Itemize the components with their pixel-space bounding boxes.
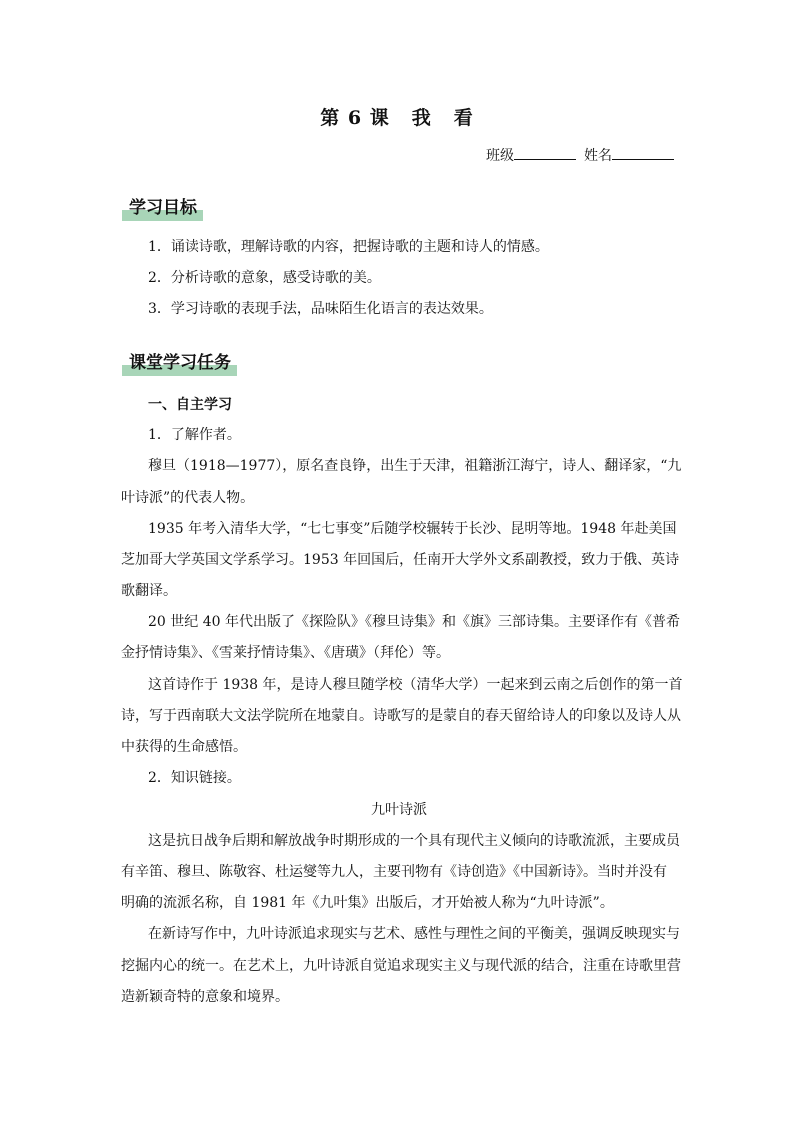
paragraph-line: 中获得的生命感悟。	[121, 739, 247, 755]
paragraph-line: 造新颖奇特的意象和境界。	[121, 989, 289, 1005]
subsection-title: 九叶诗派	[371, 802, 427, 818]
task-item: 1．了解作者。	[148, 427, 241, 443]
student-info	[486, 145, 674, 165]
paragraph-line: 芝加哥大学英国文学系学习。1953 年回国后，任南开大学外文系副教授，致力于俄、英诗	[121, 552, 680, 568]
name-label: 姓名	[584, 148, 612, 164]
paragraph-line: 歌翻译。	[121, 583, 177, 599]
paragraph-line: 穆旦（1918—1977），原名查良铮，出生于天津，祖籍浙江海宁，诗人、翻译家，“九	[148, 458, 682, 474]
paragraph-line: 在新诗写作中，九叶诗派追求现实与艺术、感性与理性之间的平衡美，强调反映现实与	[148, 926, 680, 942]
paragraph-line: 这首诗作于 1938 年，是诗人穆旦随学校（清华大学）一起来到云南之后创作的第一首	[148, 677, 683, 693]
section-heading-goals	[122, 193, 203, 218]
paragraph-line: 这是抗日战争后期和解放战争时期形成的一个具有现代主义倾向的诗歌流派，主要成员	[148, 833, 680, 849]
class-label: 班级	[486, 148, 514, 164]
subsection-heading: 一、自主学习	[148, 397, 232, 413]
task-item: 2．知识链接。	[148, 770, 241, 786]
goals-heading-text: 学习目标	[129, 198, 197, 218]
paragraph-line: 金抒情诗集》、《雪莱抒情诗集》、《唐璜》（拜伦）等。	[121, 645, 450, 661]
paragraph-line: 诗，写于西南联大文法学院所在地蒙自。诗歌写的是蒙自的春天留给诗人的印象以及诗人从	[121, 708, 681, 724]
paragraph-line: 20 世纪 40 年代出版了《探险队》《穆旦诗集》和《旗》三部诗集。主要译作有《普希	[148, 614, 680, 630]
tasks-heading-text: 课堂学习任务	[129, 353, 231, 373]
paragraph-line: 挖掘内心的统一。在艺术上，九叶诗派自觉追求现实主义与现代派的结合，注重在诗歌里营	[121, 958, 681, 974]
goal-item: 1．诵读诗歌，理解诗歌的内容，把握诗歌的主题和诗人的情感。	[148, 239, 549, 255]
title-word-1: 我	[411, 107, 432, 129]
paragraph-line: 有辛笛、穆旦、陈敬容、杜运燮等九人，主要刊物有《诗创造》《中国新诗》。当时并没有	[121, 864, 667, 880]
goal-item: 3．学习诗歌的表现手法，品味陌生化语言的表达效果。	[148, 301, 493, 317]
section-heading-tasks	[122, 348, 237, 373]
title-word-2: 看	[453, 107, 474, 129]
class-blank	[514, 145, 576, 160]
lesson-number: 第 6 课	[320, 107, 390, 129]
name-blank	[612, 145, 674, 160]
paragraph-line: 明确的流派名称，自 1981 年《九叶集》出版后，才开始被人称为“九叶诗派”。	[121, 895, 614, 911]
goal-item: 2．分析诗歌的意象，感受诗歌的美。	[148, 270, 381, 286]
paragraph-line: 1935 年考入清华大学，“七七事变”后随学校辗转于长沙、昆明等地。1948 年赴美国	[148, 521, 677, 537]
page-title	[0, 103, 794, 130]
paragraph-line: 叶诗派”的代表人物。	[121, 490, 255, 506]
